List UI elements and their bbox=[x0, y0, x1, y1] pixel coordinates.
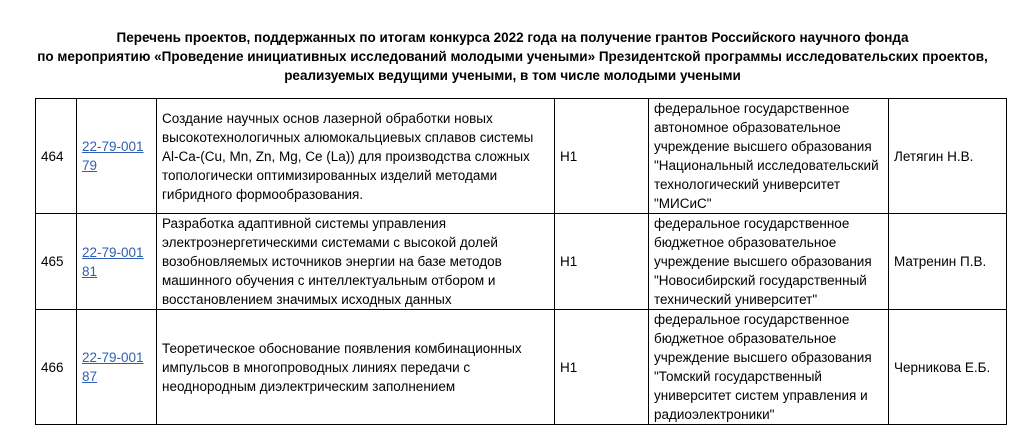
project-leader: Черникова Е.Б. bbox=[889, 310, 1007, 425]
project-code-link[interactable]: 22-79-00181 bbox=[82, 244, 144, 279]
project-level: Н1 bbox=[555, 214, 649, 310]
project-level: Н1 bbox=[555, 310, 649, 425]
row-number: 466 bbox=[36, 310, 77, 425]
table-row bbox=[36, 99, 1007, 214]
projects-table bbox=[35, 98, 1007, 425]
table-row bbox=[36, 214, 1007, 310]
project-title: Создание научных основ лазерной обработки новых высокотехнологичных алюмокальциевых сплавов системы Al-Ca-(Cu, Mn, Zn, Mg, Ce (La)) для производства сложных топологически оптимизированных изделий методами гибридного формообразования. bbox=[157, 99, 555, 214]
header-line-2: по мероприятию «Проведение инициативных исследований молодыми учеными» Президентской программы исследовательских проектов, bbox=[37, 49, 988, 64]
table-row bbox=[36, 310, 1007, 425]
project-leader: Матренин П.В. bbox=[889, 214, 1007, 310]
project-organization: федеральное государственное автономное образовательное учреждение высшего образования "Национальный исследовательский технологический университет "МИСиС" bbox=[649, 99, 889, 214]
row-number: 464 bbox=[36, 99, 77, 214]
row-number: 465 bbox=[36, 214, 77, 310]
project-code-link[interactable]: 22-79-00179 bbox=[82, 139, 144, 173]
document-header bbox=[0, 28, 1025, 85]
project-leader: Летягин Н.В. bbox=[889, 99, 1007, 214]
project-level: Н1 bbox=[555, 99, 649, 214]
project-code-link[interactable]: 22-79-00187 bbox=[82, 350, 144, 384]
project-organization: федеральное государственное бюджетное образовательное учреждение высшего образования "Томский государственный университет систем управления и радиоэлектроники" bbox=[649, 310, 889, 425]
project-organization: федеральное государственное бюджетное образовательное учреждение высшего образования "Новосибирский государственный технический университет" bbox=[649, 214, 889, 310]
project-title: Теоретическое обоснование появления комбинационных импульсов в многопроводных линиях передачи с неоднородным диэлектрическим заполнением bbox=[157, 310, 555, 425]
header-line-3: реализуемых ведущими учеными, в том числе молодыми учеными bbox=[284, 68, 741, 83]
header-line-1: Перечень проектов, поддержанных по итогам конкурса 2022 года на получение грантов Российского научного фонда bbox=[116, 30, 909, 45]
project-title: Разработка адаптивной системы управления электроэнергетическими системами с высокой долей возобновляемых источников энергии на базе методов машинного обучения с интеллектуальным отбором и восстановлением значимых исходных данных bbox=[157, 214, 555, 310]
